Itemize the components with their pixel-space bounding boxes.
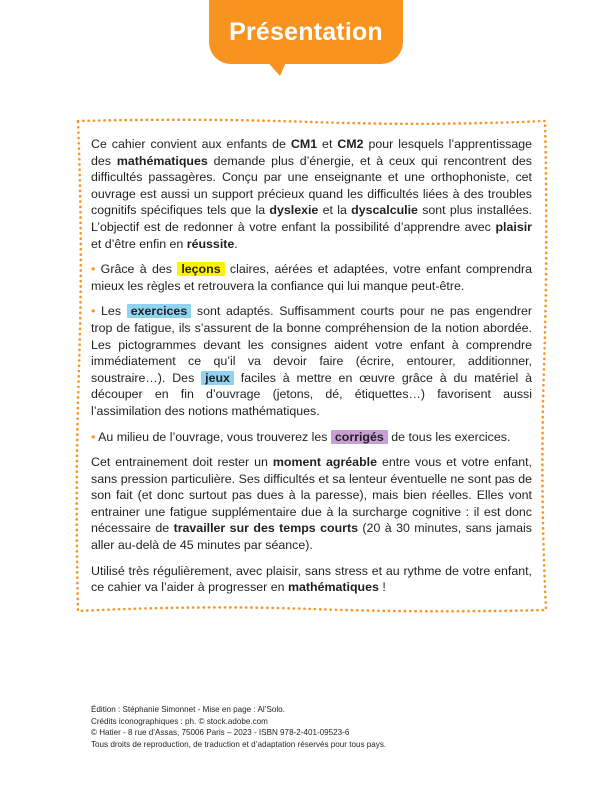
bullet-icon: •	[91, 262, 96, 277]
corriges-highlight: corrigés	[331, 430, 388, 444]
credits	[91, 704, 551, 750]
paragraph-lecons: • Grâce à des leçons claires, aérées et adaptées, votre enfant comprendra mieux les règles et retrouvera la confiance qui lui manque peut-être.	[91, 262, 532, 293]
paragraph-exercices: • Les exercices sont adaptés. Suffisamment courts pour ne pas engendrer trop de fatigue, ils s’assurent de la bonne compréhension de la notion abordée. Les pictogrammes devant les consignes aident votre enfant à comprendre immédiatement ce qu’il va devoir faire (écrire, entourer, additionner, soustraire…). Des jeux faciles à mettre en œuvre grâce à du matériel à découper en fin d’ouvrage (jetons, dé, étiquettes…) favorisent aussi l’assimilation des notions mathématiques.	[91, 304, 532, 418]
bubble-tail	[264, 58, 288, 76]
paragraph-intro: Ce cahier convient aux enfants de CM1 et CM2 pour lesquels l’apprentissage des mathématiques demande plus d’énergie, et à ceux qui rencontrent des difficultés passagères. Conçu par une enseignante et une orthophoniste, cet ouvrage est aussi un support précieux quand les difficultés liées à des troubles cognitifs spécifiques tels que la dyslexie et la dyscalculie sont plus installées. L’objectif est de redonner à votre enfant la possibilité d’apprendre avec plaisir et d’être enfin en réussite.	[91, 137, 533, 251]
bullet-icon: •	[91, 429, 96, 444]
lecons-highlight: leçons	[177, 262, 224, 276]
credits-edition: Édition : Stéphanie Simonnet - Mise en page : Al’Solo.	[91, 705, 285, 714]
credits-icons: Crédits iconographiques : ph. © stock.adobe.com	[91, 716, 268, 726]
paragraph-corriges: • Au milieu de l’ouvrage, vous trouverez les corrigés de tous les exercices.	[91, 429, 511, 444]
presentation-text	[91, 136, 532, 605]
bullet-icon: •	[91, 304, 96, 319]
credits-publisher: © Hatier - 8 rue d’Assas, 75006 Paris – 2023 - ISBN 978-2-401-09523-6	[91, 728, 350, 738]
page-title: Présentation	[229, 17, 383, 46]
exercices-highlight: exercices	[127, 304, 192, 318]
paragraph-conclusion: Utilisé très régulièrement, avec plaisir, sans stress et au rythme de votre enfant, ce cahier va l’aider à progresser en mathématiques !	[91, 563, 532, 595]
paragraph-entrainement: Cet entrainement doit rester un moment agréable entre vous et votre enfant, sans pression particulière. Ses difficultés et sa lenteur éventuelle ne sont pas de son fait (et donc surtout pas dues à la paresse), mais bien réelles. Elles vont entrainer une fatigue supplémentaire due à la surcharge cognitive : il est donc nécessaire de travailler sur des temps courts (20 à 30 minutes, sans jamais aller au-delà de 45 minutes par séance).	[91, 455, 532, 553]
title-bubble	[209, 0, 403, 64]
credits-rights: Tous droits de reproduction, de traduction et d’adaptation réservés pour tous pays.	[91, 739, 387, 749]
jeux-highlight: jeux	[201, 371, 234, 385]
